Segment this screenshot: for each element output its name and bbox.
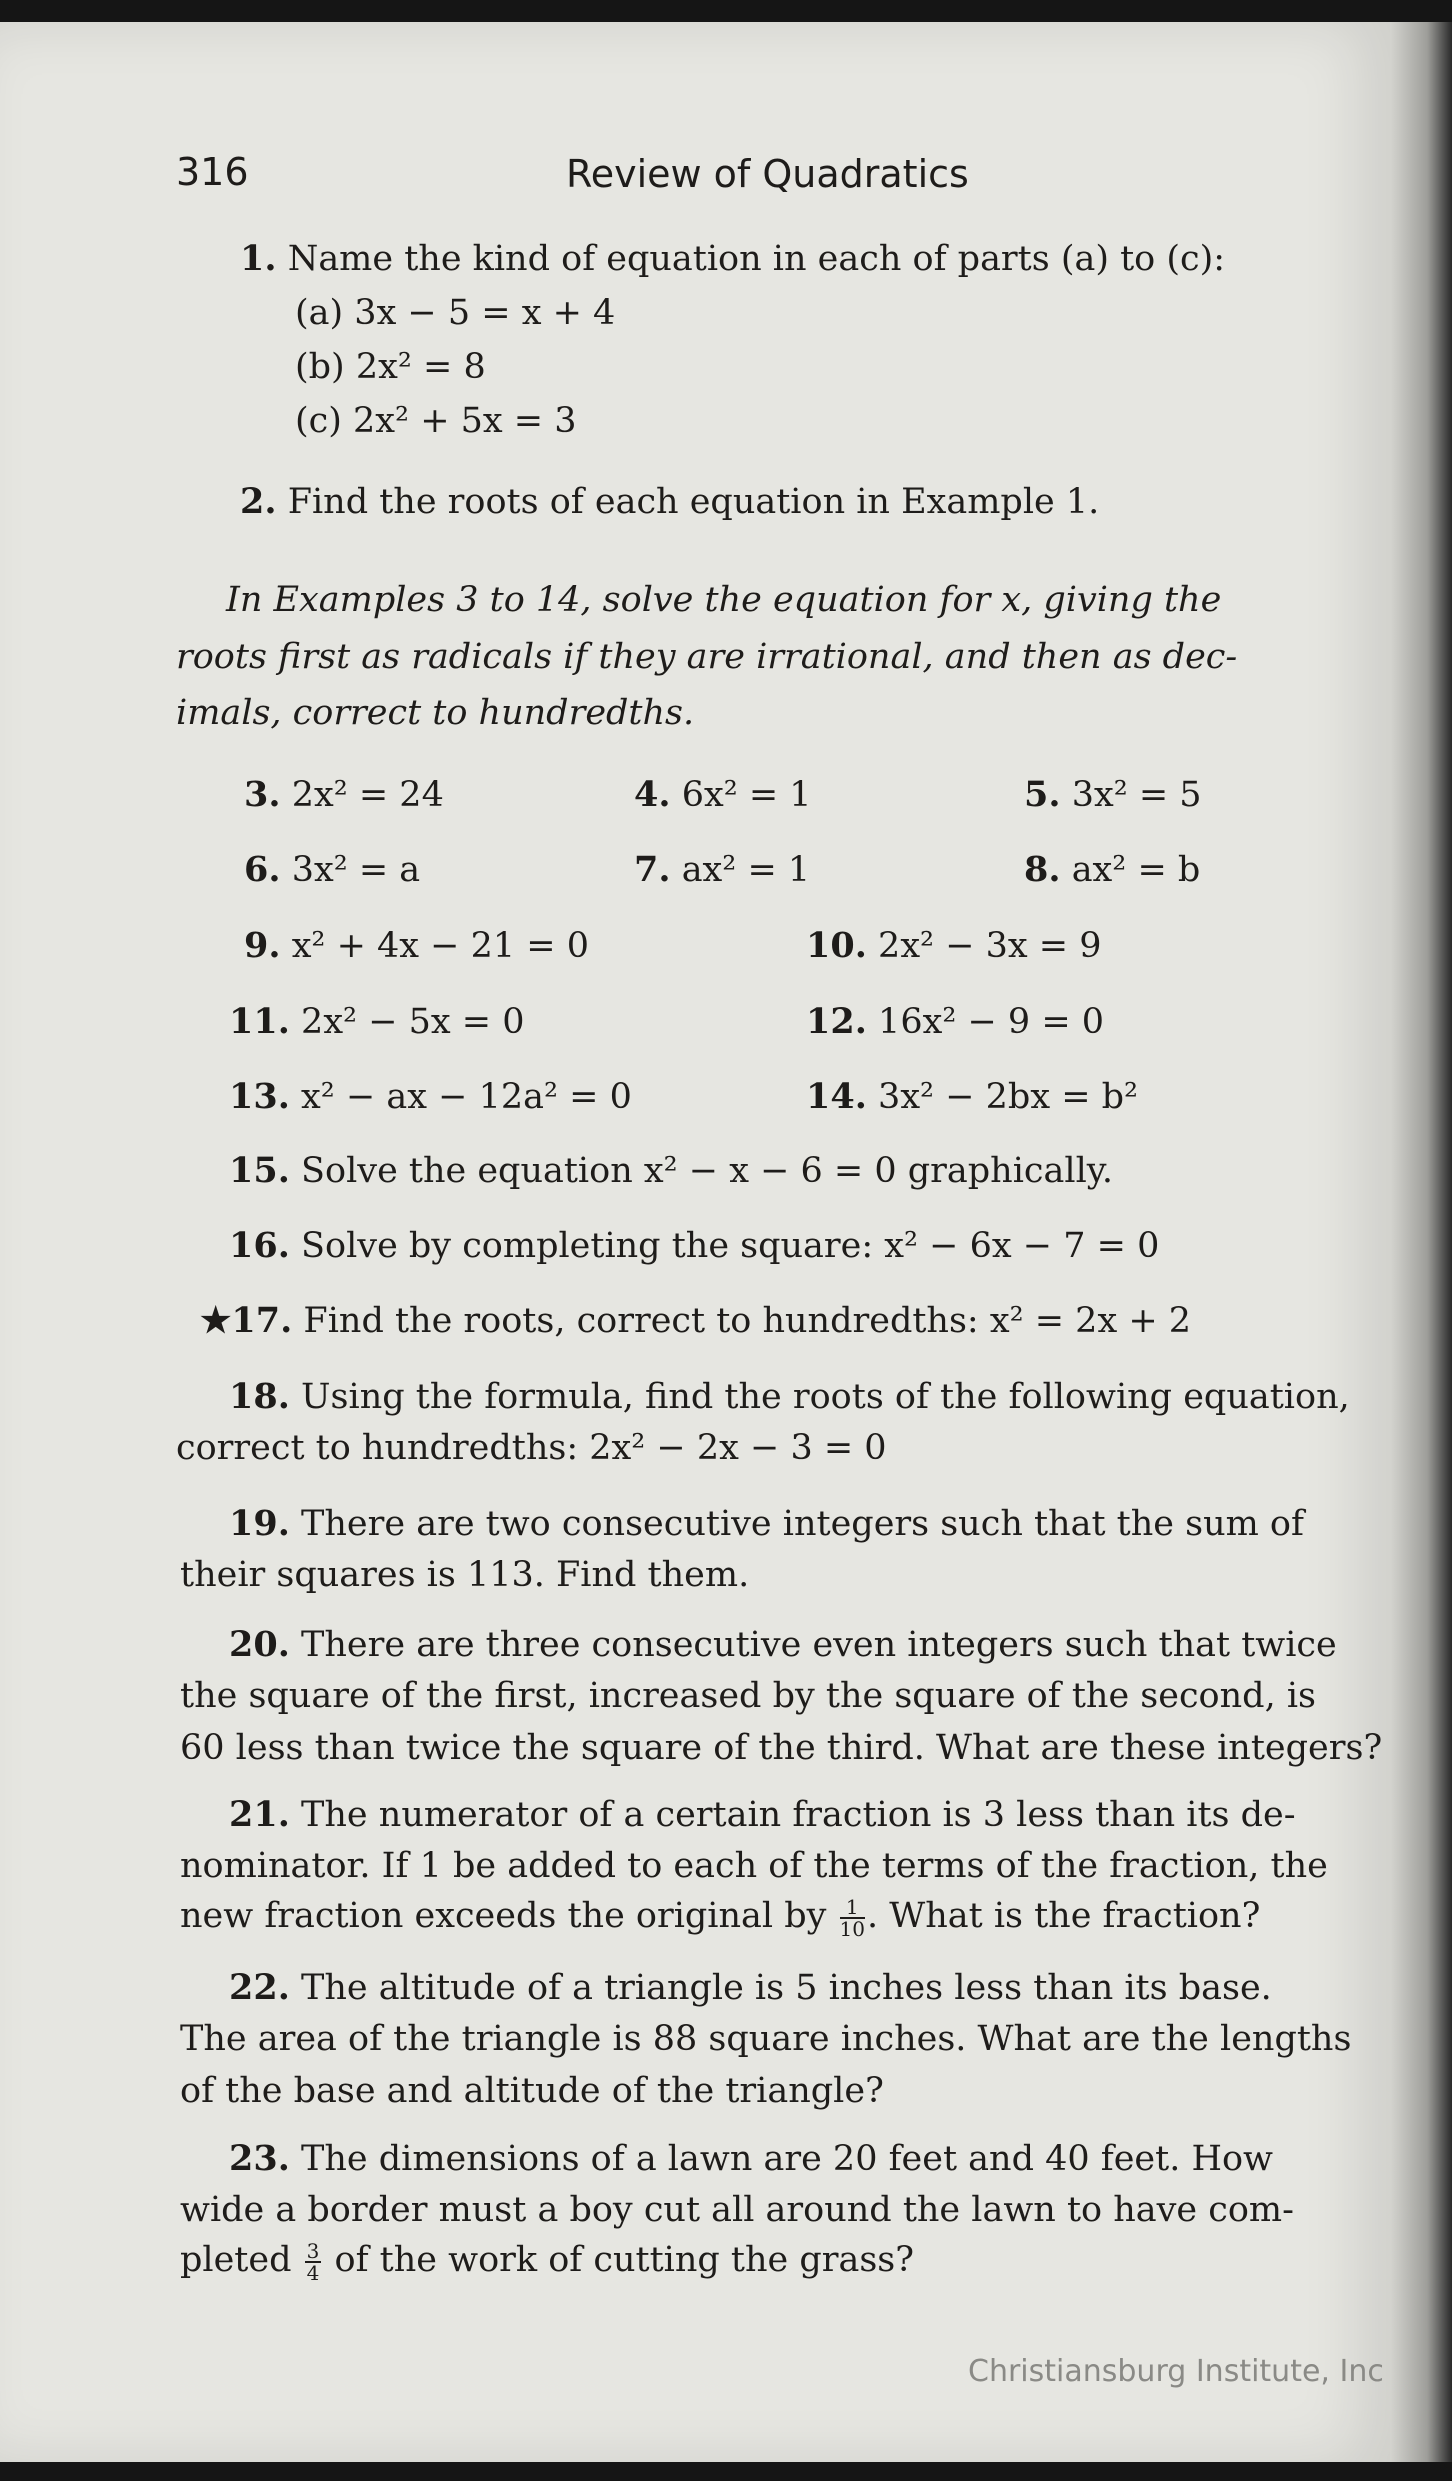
fraction-denominator: 4 [306, 2260, 320, 2285]
question-23-line-3 [180, 2240, 1390, 2283]
instructions-line-3: imals, correct to hundredths. [176, 693, 695, 733]
exercise-5 [1024, 774, 1202, 815]
question-23-line-1 [229, 2138, 1439, 2179]
exercise-number: 7. [634, 849, 671, 890]
exercise-7 [634, 849, 810, 890]
exercise-8 [1024, 849, 1200, 890]
question-1-part-a: (a) 3x − 5 = x + 4 [295, 293, 616, 333]
question-number: 2. [240, 481, 277, 522]
question-text: Solve the equation x² − x − 6 = 0 graphically. [301, 1151, 1114, 1191]
exercise-equation: ax² = b [1071, 850, 1201, 890]
question-19-line-2: their squares is 113. Find them. [180, 1555, 750, 1595]
question-23-line-2: wide a border must a boy cut all around the lawn to have com- [180, 2190, 1294, 2230]
instructions-line-2: roots first as radicals if they are irrational, and then as dec- [176, 637, 1238, 677]
exercise-number: 5. [1024, 774, 1061, 815]
question-1-part-c: (c) 2x² + 5x = 3 [295, 401, 577, 441]
question-number: 18. [229, 1376, 290, 1417]
exercise-equation: 3x² − 2bx = b² [878, 1077, 1139, 1117]
question-22-line-3: of the base and altitude of the triangle? [180, 2071, 884, 2111]
question-text: Find the roots of each equation in Example 1. [287, 482, 1100, 522]
question-text: There are three consecutive even integers such that twice [301, 1625, 1337, 1665]
question-18-line-1 [229, 1376, 1439, 1417]
exercise-equation: x² − ax − 12a² = 0 [301, 1077, 632, 1117]
question-1 [240, 238, 1450, 279]
question-text: The numerator of a certain fraction is 3 less than its de- [301, 1795, 1296, 1835]
exercise-number: 11. [229, 1001, 290, 1042]
question-20-line-3: 60 less than twice the square of the third. What are these integers? [180, 1728, 1383, 1768]
instructions-line-1: In Examples 3 to 14, solve the equation for x, giving the [226, 580, 1222, 620]
exercise-number: 13. [229, 1076, 290, 1117]
question-21-line-3 [180, 1896, 1390, 1939]
exercise-3 [244, 774, 444, 815]
exercise-12 [806, 1001, 1104, 1042]
fraction-numerator: 1 [840, 1897, 865, 1919]
page-title: Review of Quadratics [566, 152, 969, 196]
exercise-equation: ax² = 1 [681, 850, 811, 890]
question-1-part-b: (b) 2x² = 8 [295, 347, 486, 387]
question-number: 15. [229, 1150, 290, 1191]
exercise-equation: 2x² = 24 [291, 775, 444, 815]
question-text: Using the formula, find the roots of the following equation, [301, 1377, 1350, 1417]
question-20-line-1 [229, 1624, 1439, 1665]
exercise-number: 14. [806, 1076, 867, 1117]
exercise-equation: 16x² − 9 = 0 [878, 1002, 1105, 1042]
exercise-4 [634, 774, 812, 815]
question-text: The altitude of a triangle is 5 inches less than its base. [301, 1968, 1272, 2008]
exercise-number: 3. [244, 774, 281, 815]
exercise-equation: 3x² = 5 [1071, 775, 1202, 815]
question-text: of the work of cutting the grass? [334, 2240, 915, 2280]
exercise-equation: 2x² − 3x = 9 [878, 926, 1102, 966]
question-number: 19. [229, 1503, 290, 1544]
question-22-line-2: The area of the triangle is 88 square inches. What are the lengths [180, 2019, 1352, 2059]
question-text: pleted [180, 2240, 292, 2280]
exercise-number: 4. [634, 774, 671, 815]
question-number: 16. [229, 1225, 290, 1266]
question-22-line-1 [229, 1967, 1439, 2008]
question-20-line-2: the square of the first, increased by the square of the second, is [180, 1676, 1316, 1716]
exercise-number: 12. [806, 1001, 867, 1042]
fraction [305, 2238, 322, 2285]
question-21-line-2: nominator. If 1 be added to each of the terms of the fraction, the [180, 1846, 1328, 1886]
exercise-number: 10. [806, 925, 867, 966]
page-header [176, 150, 1376, 220]
exercise-10 [806, 925, 1102, 966]
exercise-9 [244, 925, 589, 966]
question-2 [240, 481, 1450, 522]
fraction-numerator: 3 [306, 2238, 320, 2263]
question-text: Name the kind of equation in each of parts (a) to (c): [287, 239, 1226, 279]
exercise-equation: 3x² = a [291, 850, 421, 890]
exercise-11 [229, 1001, 525, 1042]
fraction-denominator: 10 [839, 1916, 865, 1941]
question-18-line-2: correct to hundredths: 2x² − 2x − 3 = 0 [176, 1428, 887, 1468]
question-number: ★17. [200, 1300, 293, 1341]
exercise-equation: 6x² = 1 [681, 775, 812, 815]
question-16 [229, 1225, 1439, 1266]
question-text: Solve by completing the square: x² − 6x − 7 = 0 [301, 1226, 1160, 1266]
question-21-line-1 [229, 1794, 1439, 1835]
exercise-number: 6. [244, 849, 281, 890]
fraction [839, 1894, 865, 1941]
question-number: 23. [229, 2138, 290, 2179]
exercise-13 [229, 1076, 632, 1117]
question-number: 20. [229, 1624, 290, 1665]
question-number: 1. [240, 238, 277, 279]
question-17 [200, 1300, 1410, 1341]
question-number: 21. [229, 1794, 290, 1835]
question-text: There are two consecutive integers such that the sum of [301, 1504, 1304, 1544]
exercise-number: 8. [1024, 849, 1061, 890]
page-number: 316 [176, 150, 249, 194]
exercise-number: 9. [244, 925, 281, 966]
question-text: new fraction exceeds the original by [180, 1896, 827, 1936]
question-19-line-1 [229, 1503, 1439, 1544]
question-text: Find the roots, correct to hundredths: x² = 2x + 2 [303, 1301, 1192, 1341]
question-number: 22. [229, 1967, 290, 2008]
exercise-6 [244, 849, 420, 890]
question-text: The dimensions of a lawn are 20 feet and 40 feet. How [301, 2139, 1274, 2179]
exercise-equation: x² + 4x − 21 = 0 [291, 926, 589, 966]
watermark: Christiansburg Institute, Inc [968, 2354, 1384, 2389]
question-text: . What is the fraction? [867, 1896, 1261, 1936]
exercise-14 [806, 1076, 1138, 1117]
question-15 [229, 1150, 1439, 1191]
exercise-equation: 2x² − 5x = 0 [301, 1002, 525, 1042]
